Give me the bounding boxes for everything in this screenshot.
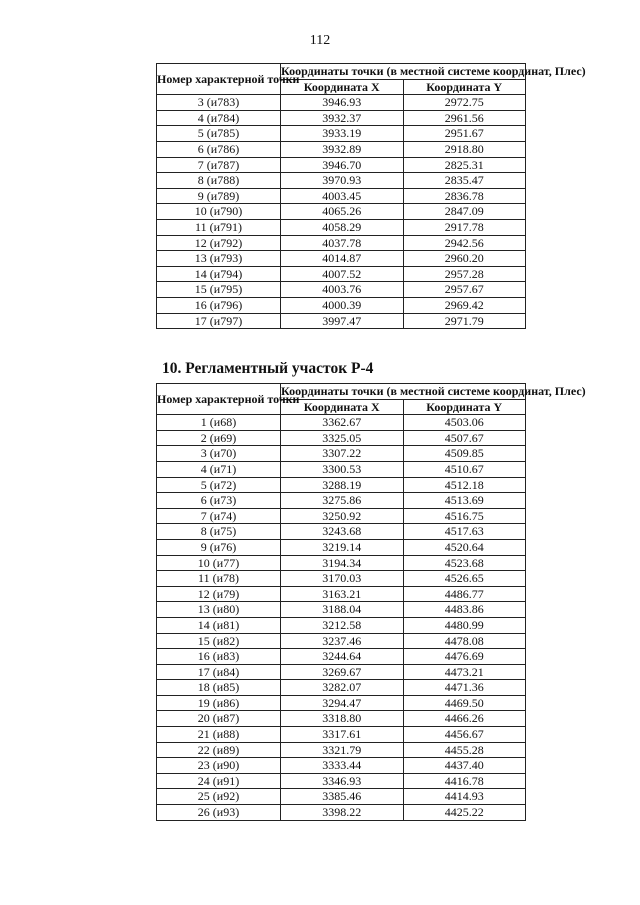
coord-x-cell: 3385.46 [281,789,404,805]
coord-x-cell: 3362.67 [281,415,404,431]
coord-x-cell: 3237.46 [281,633,404,649]
point-number-cell: 7 (и74) [157,508,281,524]
point-number-cell: 22 (и89) [157,742,281,758]
point-number-cell: 8 (и75) [157,524,281,540]
point-number-cell: 8 (и788) [157,173,281,189]
coord-y-cell: 4507.67 [403,430,526,446]
point-number-cell: 17 (и797) [157,313,281,329]
coord-x-cell: 3244.64 [281,649,404,665]
coord-y-cell: 2972.75 [403,95,526,111]
coord-y-cell: 4520.64 [403,539,526,555]
table-row [157,555,526,571]
coord-x-cell: 4007.52 [281,266,404,282]
table-row [157,266,526,282]
point-number-cell: 6 (и73) [157,493,281,509]
coord-x-cell: 4065.26 [281,204,404,220]
point-number-cell: 21 (и88) [157,727,281,743]
table-row [157,446,526,462]
point-number-cell: 3 (и70) [157,446,281,462]
table-row [157,524,526,540]
table-row [157,415,526,431]
point-number-cell: 7 (и787) [157,157,281,173]
coord-x-cell: 3317.61 [281,727,404,743]
point-number-cell: 12 (и79) [157,586,281,602]
table-row [157,602,526,618]
table-row [157,477,526,493]
header-coordinates: Координаты точки (в местной системе координат, Плес) [281,64,586,78]
table-row [157,649,526,665]
point-number-cell: 23 (и90) [157,758,281,774]
coord-y-cell: 4478.08 [403,633,526,649]
table-row [157,493,526,509]
coord-y-cell: 4517.63 [403,524,526,540]
coord-y-cell: 4503.06 [403,415,526,431]
coord-x-cell: 3243.68 [281,524,404,540]
table-row [157,508,526,524]
table-row [157,664,526,680]
coord-y-cell: 2951.67 [403,126,526,142]
coord-y-cell: 4523.68 [403,555,526,571]
coord-y-cell: 2971.79 [403,313,526,329]
table-row [157,141,526,157]
table-row [157,126,526,142]
coord-y-cell: 4486.77 [403,586,526,602]
coord-x-cell: 3325.05 [281,430,404,446]
coord-x-cell: 3970.93 [281,173,404,189]
coord-y-cell: 2960.20 [403,251,526,267]
point-number-cell: 12 (и792) [157,235,281,251]
coord-y-cell: 4425.22 [403,805,526,821]
coord-y-cell: 4469.50 [403,695,526,711]
coord-x-cell: 3188.04 [281,602,404,618]
point-number-cell: 14 (и794) [157,266,281,282]
coord-x-cell: 3194.34 [281,555,404,571]
coord-x-cell: 3398.22 [281,805,404,821]
table-row [157,789,526,805]
coord-y-cell: 2917.78 [403,219,526,235]
header-point-number: Номер характерной точки [157,384,281,415]
coord-x-cell: 4003.45 [281,188,404,204]
coord-x-cell: 3288.19 [281,477,404,493]
coord-y-cell: 4513.69 [403,493,526,509]
table-row [157,219,526,235]
table-row [157,680,526,696]
point-number-cell: 10 (и77) [157,555,281,571]
table-row [157,282,526,298]
coord-y-cell: 4510.67 [403,461,526,477]
point-number-cell: 13 (и80) [157,602,281,618]
coord-x-cell: 3219.14 [281,539,404,555]
coord-x-cell: 4058.29 [281,219,404,235]
point-number-cell: 26 (и93) [157,805,281,821]
table-row [157,805,526,821]
coord-y-cell: 4480.99 [403,617,526,633]
coord-y-cell: 4466.26 [403,711,526,727]
coord-y-cell: 2942.56 [403,235,526,251]
point-number-cell: 25 (и92) [157,789,281,805]
point-number-cell: 11 (и791) [157,219,281,235]
table-row [157,188,526,204]
header-coord-y: Координата Y [403,79,526,95]
coord-x-cell: 3307.22 [281,446,404,462]
coord-x-cell: 3946.93 [281,95,404,111]
coord-x-cell: 3294.47 [281,695,404,711]
table-row [157,773,526,789]
table-row [157,586,526,602]
coord-y-cell: 4483.86 [403,602,526,618]
coord-x-cell: 4014.87 [281,251,404,267]
coord-y-cell: 2847.09 [403,204,526,220]
point-number-cell: 17 (и84) [157,664,281,680]
table-row [157,297,526,313]
header-coord-y: Координата Y [403,399,526,415]
point-number-cell: 3 (и783) [157,95,281,111]
table-row [157,742,526,758]
coord-y-cell: 2961.56 [403,110,526,126]
point-number-cell: 5 (и72) [157,477,281,493]
table-row [157,695,526,711]
coord-x-cell: 3300.53 [281,461,404,477]
table-row [157,235,526,251]
page-number: 112 [309,33,331,48]
point-number-cell: 24 (и91) [157,773,281,789]
table-row [157,95,526,111]
coord-x-cell: 3212.58 [281,617,404,633]
table-row [157,617,526,633]
point-number-cell: 9 (и76) [157,539,281,555]
coord-x-cell: 3932.89 [281,141,404,157]
header-coord-x: Координата X [281,399,404,415]
coord-y-cell: 2836.78 [403,188,526,204]
table-row [157,313,526,329]
coord-x-cell: 3170.03 [281,571,404,587]
point-number-cell: 1 (и68) [157,415,281,431]
coord-y-cell: 2957.67 [403,282,526,298]
table-row [157,173,526,189]
coord-y-cell: 4437.40 [403,758,526,774]
coord-y-cell: 4509.85 [403,446,526,462]
point-number-cell: 13 (и793) [157,251,281,267]
coord-x-cell: 3282.07 [281,680,404,696]
point-number-cell: 16 (и83) [157,649,281,665]
coord-y-cell: 4516.75 [403,508,526,524]
coord-x-cell: 3933.19 [281,126,404,142]
section-title: 10. Регламентный участок Р-4 [162,360,374,377]
coord-x-cell: 3946.70 [281,157,404,173]
point-number-cell: 15 (и82) [157,633,281,649]
coord-x-cell: 3275.86 [281,493,404,509]
point-number-cell: 10 (и790) [157,204,281,220]
coord-x-cell: 3346.93 [281,773,404,789]
table-row [157,110,526,126]
point-number-cell: 19 (и86) [157,695,281,711]
table-row [157,758,526,774]
header-point-number: Номер характерной точки [157,64,281,95]
coord-y-cell: 4416.78 [403,773,526,789]
point-number-cell: 11 (и78) [157,571,281,587]
table-row [157,633,526,649]
point-number-cell: 20 (и87) [157,711,281,727]
coord-y-cell: 4473.21 [403,664,526,680]
coord-y-cell: 2969.42 [403,297,526,313]
table-row [157,711,526,727]
point-number-cell: 2 (и69) [157,430,281,446]
table-row [157,204,526,220]
coord-x-cell: 4037.78 [281,235,404,251]
point-number-cell: 9 (и789) [157,188,281,204]
coord-y-cell: 2918.80 [403,141,526,157]
coord-y-cell: 4476.69 [403,649,526,665]
point-number-cell: 4 (и784) [157,110,281,126]
table-row [157,251,526,267]
coord-x-cell: 3318.80 [281,711,404,727]
header-coord-x: Координата X [281,79,404,95]
table-row [157,539,526,555]
coord-x-cell: 3932.37 [281,110,404,126]
coord-x-cell: 3250.92 [281,508,404,524]
table-row [157,430,526,446]
coord-y-cell: 2825.31 [403,157,526,173]
point-number-cell: 15 (и795) [157,282,281,298]
point-number-cell: 14 (и81) [157,617,281,633]
point-number-cell: 4 (и71) [157,461,281,477]
coord-x-cell: 3321.79 [281,742,404,758]
table-row [157,157,526,173]
table-row [157,461,526,477]
point-number-cell: 18 (и85) [157,680,281,696]
table-row [157,571,526,587]
coord-y-cell: 4526.65 [403,571,526,587]
coord-x-cell: 3333.44 [281,758,404,774]
coord-y-cell: 4455.28 [403,742,526,758]
coord-y-cell: 2835.47 [403,173,526,189]
header-coordinates: Координаты точки (в местной системе координат, Плес) [281,384,586,398]
point-number-cell: 16 (и796) [157,297,281,313]
coord-x-cell: 4003.76 [281,282,404,298]
coord-x-cell: 3163.21 [281,586,404,602]
coord-x-cell: 3269.67 [281,664,404,680]
coordinates-table-1 [156,63,586,329]
point-number-cell: 6 (и786) [157,141,281,157]
table-row [157,727,526,743]
coord-y-cell: 4512.18 [403,477,526,493]
coord-x-cell: 3997.47 [281,313,404,329]
point-number-cell: 5 (и785) [157,126,281,142]
coord-y-cell: 2957.28 [403,266,526,282]
coord-y-cell: 4456.67 [403,727,526,743]
coord-y-cell: 4471.36 [403,680,526,696]
coordinates-table-2 [156,383,586,821]
coord-x-cell: 4000.39 [281,297,404,313]
coord-y-cell: 4414.93 [403,789,526,805]
